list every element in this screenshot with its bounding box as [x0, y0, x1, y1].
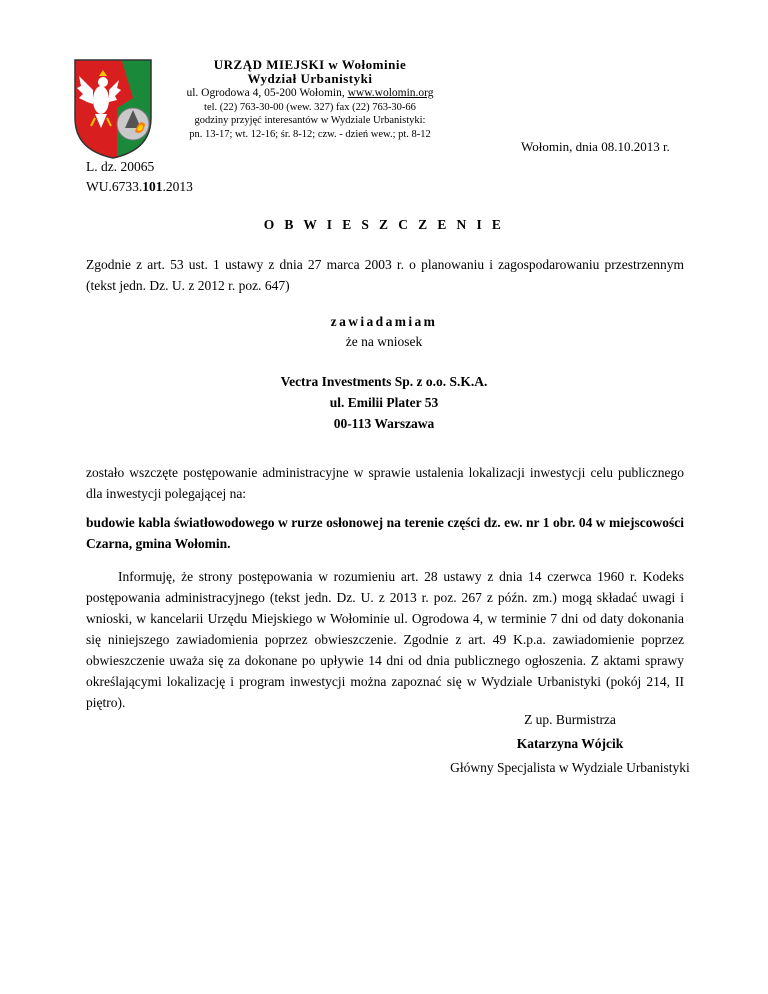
coat-of-arms-icon [73, 58, 153, 160]
notify-heading: zawiadamiam [330, 314, 438, 329]
case-number: WU.6733.101.2013 [86, 179, 193, 194]
applicant-block [0, 371, 768, 434]
office-hours: pn. 13-17; wt. 12-16; śr. 8-12; czw. - dzień wew.; pt. 8-12 [189, 128, 431, 140]
office-hours-title: godziny przyjęć interesantów w Wydziale Urbanistyki: [194, 115, 426, 126]
office-header [160, 58, 460, 140]
applicant-street: ul. Emilii Plater 53 [329, 395, 439, 410]
legal-basis: Zgodnie z art. 53 ust. 1 ustawy z dnia 27 marca 2003 r. o planowaniu i zagospodarowaniu przestrzennym (tekst jedn. Dz. U. z 2012 r. poz. 647) [86, 257, 684, 293]
signatory-title: Główny Specjalista w Wydziale Urbanistyki [450, 760, 690, 775]
website-link[interactable]: www.wolomin.org [347, 87, 434, 99]
document-date: Wołomin, dnia 08.10.2013 r. [521, 139, 670, 154]
reference-numbers [86, 157, 193, 197]
initiation-paragraph: zostało wszczęte postępowanie administracyjne w sprawie ustalenia lokalizacji inwestycji celu publicznego dla inwestycji polegającej na: [86, 465, 684, 501]
office-address [160, 88, 460, 100]
department-name: Wydział Urbanistyki [247, 71, 373, 86]
coat-of-arms-eagle-icon [73, 58, 153, 160]
signature-on-behalf: Z up. Burmistrza [524, 712, 616, 727]
signature-block [400, 708, 740, 780]
ld-number: L. dz. 20065 [86, 159, 155, 174]
document-title: O B W I E S Z C Z E N I E [263, 217, 505, 232]
investment-description: budowie kabla światłowodowego w rurze osłonowej na terenie części dz. ew. nr 1 obr. 04 w miejscowości Czarna, gmina Wołomin. [86, 515, 684, 551]
applicant-name: Vectra Investments Sp. z o.o. S.K.A. [280, 374, 488, 389]
office-name: URZĄD MIEJSKI w Wołominie [213, 57, 407, 72]
signatory-name: Katarzyna Wójcik [516, 736, 624, 751]
address-text: ul. Ogrodowa 4, 05-200 Wołomin, [186, 87, 348, 99]
office-phone: tel. (22) 763-30-00 (wew. 327) fax (22) 763-30-66 [204, 101, 416, 113]
information-paragraph: Informuję, że strony postępowania w rozumieniu art. 28 ustawy z dnia 14 czerwca 1960 r. Kodeks postępowania administracyjnego (tekst jedn. Dz. U. z 2013 r. poz. 267 z późn. zm.) mogą składać uwagi i wnioski, w kancelarii Urzędu Miejskiego w Wołominie ul. Ogrodowa 4, w terminie 7 dni od daty dokonania się niniejszego zawiadomienia poprzez obwieszczenie. Zgodnie z art. 49 K.p.a. zawiadomienie poprzez obwieszczenie uważa się za dokonane po upływie 14 dni od dnia publicznego ogłoszenia. Z aktami sprawy określającymi lokalizację i program inwestycji można zapoznać się w Wydziale Urbanistyki (pokój 214, II piętro). [86, 569, 684, 710]
on-request-text: że na wniosek [345, 334, 423, 349]
applicant-city: 00-113 Warszawa [333, 416, 435, 431]
